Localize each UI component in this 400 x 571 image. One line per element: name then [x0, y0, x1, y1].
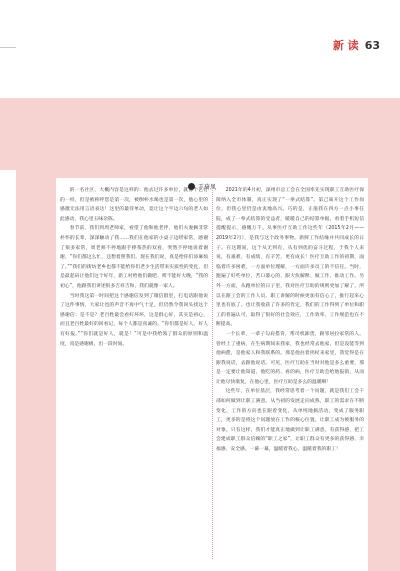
- article-right-column: [216, 186, 364, 455]
- author-name: 王琦凤: [198, 184, 217, 191]
- page-header: [333, 37, 380, 53]
- left-paragraph-2: 春节前，我们到周老师家，看望了他和他老伴，他们夫妻俩非常朴怀的长辈，深深触动了我……我们在他家的小桌子边唠家常，感谢了很多家常，周老师不停地跟手捧茶热的双看，突然不停地说着谢谢，“你们都这么忙，还想着照我们，现在我们说，真是给你们添麻烦了。”“我们的街坊老乡也都不能给你们老少生活带来实质性的变化，但是最起码让他们这个好年，新工村给他们做吧、唠不能好大晚，“我的初心”，他跟我们讲述很多吉祥吉和，我们就像一家人。: [60, 226, 208, 289]
- left-paragraph-3: 当时我这第一时间把这个感谢信发到了微信群里，打电话跟他说了这件事情，大家让也的声音不再中气十足，但仍然令我回头找这个感谢信：是不是？老百姓最会看好坏坏，这是群心好，其实是初心，而且老百姓最好的回看记，每个人都是真诚的。“你们都是好人，好人有好报。”“你们就是好人，就是！”可是中我给领了群众的原则和温度，真是感谢极，出一段时间。: [60, 293, 208, 347]
- column-divider: [212, 184, 213, 559]
- article-left-column: [60, 186, 208, 349]
- article-box: [56, 178, 368, 571]
- right-paragraph-3: 这些年，在单位基层，我经常思考着一个问题，就是我们工会干部如何做到让职工满意。从当初的发展走向成熟，职工的需求在不断变化，工作的方向也在跟着变化，从单纯地搞活动，变成了服务职工，更多的是将这个问题放在工作的核心位置，让职工成为被服务的对象。只有这样，我们才能真正地做到让职工满意，有获得感，把工会建成职工群众信赖的“职工之家”，让职工群众有更多的获得感、幸福感、安全感。一幕一幕，温暖着我心，温暖着我的职工！: [216, 389, 364, 453]
- page-number: 63: [364, 39, 380, 52]
- left-paragraph-1: 的一名社区，大概内容是这样的：他去过许多单位，就像个乞讨的一样，但是被称呼您是第一次，被倒杯水喝也是第一次，他心里的感激无法用言语表达！这里的最待单动，竟让这个半边六旬的老人如此感动，我心里五味杂陈。: [60, 188, 208, 222]
- section-title: 新 读: [332, 39, 359, 52]
- decorative-pink-band: [0, 98, 400, 170]
- right-paragraph-2: 一个长辈，一辈子勾肩搭背，帮司机卸货，跟邻居拉家常的人。曾经上了重病，在生病期间来我家，我也经常去他家，但是没能等到他病愈，是他家人和我联系的。那是他拄着拐杖来家里，我觉得是在跟我说话，去跟他说话。可见，医疗互助在当时对他是多么重要，那是一定要让他知道，他吃的药、看的病，医疗互助会给他报销，从而让他尽快康复，在他心里，医疗互助是多么的温暖啊！: [216, 331, 364, 385]
- header-rule: [0, 47, 16, 48]
- right-paragraph-1: 2021年的4月初，深州市总工会在全国率先实现职工互助医疗保障纳入全市体制，真正实现了“一拳式结算”。第己离开这个工作岗位，但我心里仍是由衷地高兴。巧的是，正值我在四方一点小事任院，成了一拳式结算的受益者，暖暖自己的结算单据，看着手机短信提醒提示，感慨万千。从事医疗互助工作这些年（2015年2月——2019年2月），是我与这个政务事物，新鲜工作结缘并共同成长的日子。在这期间，这个从无到有，从有到优的奋斗过程，于我个人来说，有艰难，有成绩，有辛苦，更有成长！医疗互助工作的初期，面临着许多困难，一方面单位理解，一方面许多员工的不信任。当时，跑遍了好些单位，苦口婆心的、跟大伙解释、做工作，推动工作。另外一方面，从跑单位的日子里，我对医疗互助的规则更加了解了，所以在跟工会的工作人员、职工讲解的时候更加有信心了，推行起来心里也有底了。也让我收获了许多的肯定，我们的工作得到了单位和职工的普遍认可，取得了很好的社会效应，工作效率、工作规范也在不断提高。: [216, 188, 364, 328]
